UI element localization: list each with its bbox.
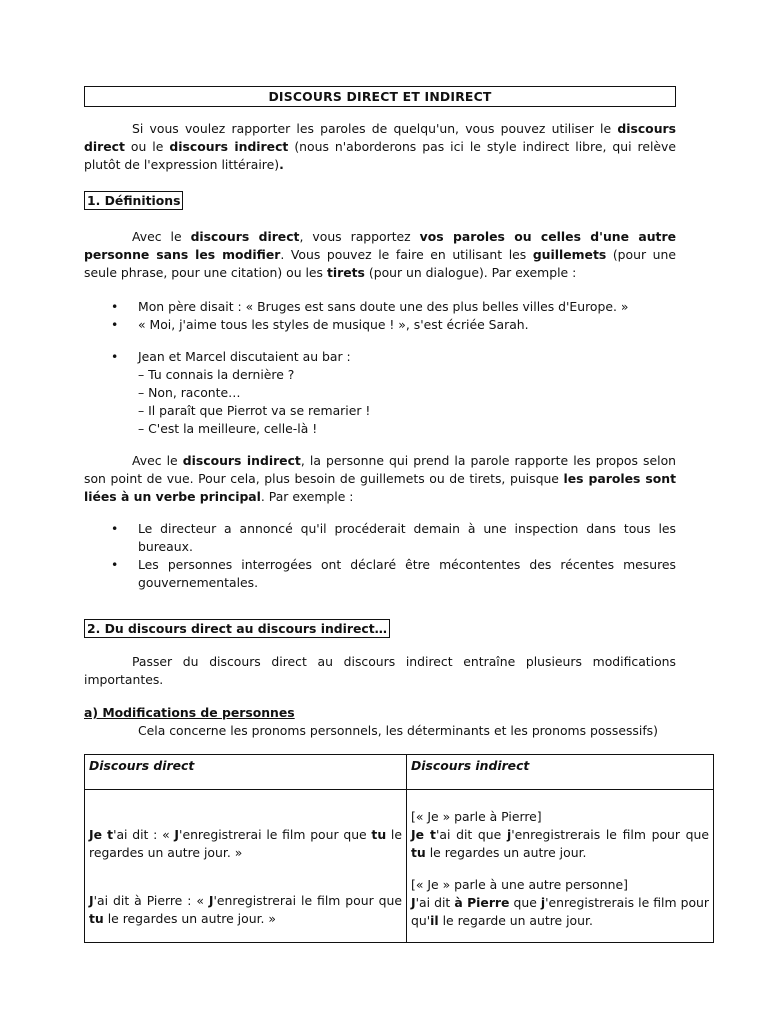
bold-text: Je t	[411, 827, 436, 842]
bullet-icon: •	[111, 317, 119, 332]
text: le regardes un autre jour.	[425, 845, 587, 860]
text: 'enregistrerai le film pour que	[213, 893, 402, 908]
bold-text: Je t	[89, 827, 114, 842]
table-header-indirect: Discours indirect	[407, 755, 714, 790]
text: 'ai dit	[415, 895, 455, 910]
direct-examples-list	[84, 298, 676, 334]
text: . Vous pouvez le faire en utilisant les	[280, 247, 533, 262]
definition-indirect-paragraph	[84, 452, 676, 506]
text: , vous rapportez	[299, 229, 420, 244]
table-cell-direct	[85, 790, 407, 943]
intro-bold-direct: discours direct	[84, 121, 676, 154]
bold-text: j	[506, 827, 512, 842]
dialog-line: – C'est la meilleure, celle-là !	[138, 421, 318, 436]
example-indirect-2	[411, 894, 709, 930]
subsection-a-heading: a) Modifications de personnes	[84, 705, 295, 720]
table-cell-indirect	[407, 790, 714, 943]
bullet-icon: •	[111, 521, 119, 536]
bold-text: discours indirect	[182, 453, 301, 468]
bold-text: tu	[89, 911, 104, 926]
document-title: DISCOURS DIRECT ET INDIRECT	[84, 86, 676, 107]
dialog-line: – Non, raconte…	[138, 385, 241, 400]
subsection-a-text: Cela concerne les pronoms personnels, les déterminants et les pronoms possessifs)	[138, 723, 658, 738]
bold-text: guillemets	[532, 247, 607, 262]
text: , la personne qui prend la parole rapporte les propos selon son point de vue. Pour cela, plus besoin de guillemets ou de tirets, puisque	[84, 453, 677, 486]
text: le regardes un autre jour. »	[89, 827, 402, 860]
list-item	[84, 316, 676, 334]
bold-text: j	[540, 895, 546, 910]
bold-text: les paroles sont liées à un verbe principal	[84, 471, 676, 504]
text: 'ai dit : «	[113, 827, 175, 842]
bold-text: J	[411, 895, 416, 910]
definition-direct-paragraph	[84, 228, 676, 282]
text: le regardes un autre jour. »	[103, 911, 276, 926]
text: 'ai dit que	[435, 827, 507, 842]
context-note: [« Je » parle à Pierre]	[411, 809, 542, 824]
text: Avec le	[132, 453, 183, 468]
intro-bold-period: .	[279, 157, 284, 172]
dialog-intro: Jean et Marcel discutaient au bar :	[138, 349, 351, 364]
bold-text: discours direct	[190, 229, 300, 244]
bold-text: il	[430, 913, 439, 928]
indirect-examples-list	[84, 520, 676, 592]
bold-text: tu	[371, 827, 387, 842]
bold-text: vos paroles ou celles d'une autre personne sans les modifier	[84, 229, 676, 262]
text: (pour une seule phrase, pour une citation) ou les	[84, 247, 676, 280]
list-item	[84, 298, 676, 316]
table-row	[85, 790, 714, 943]
intro-text: ou le	[124, 139, 170, 154]
bold-text: J	[174, 827, 180, 842]
comparison-table	[84, 754, 714, 943]
context-note: [« Je » parle à une autre personne]	[411, 877, 628, 892]
text: 'enregistrerais le film pour qu'	[411, 895, 709, 928]
bold-text: J	[89, 893, 94, 908]
dialog-example	[84, 348, 676, 366]
bold-text: tirets	[326, 265, 365, 280]
bold-text: J	[208, 893, 214, 908]
example-direct-1	[89, 826, 402, 862]
bullet-icon: •	[111, 557, 119, 572]
dialog-line: – Il paraît que Pierrot va se remarier !	[138, 403, 371, 418]
intro-paragraph	[84, 120, 676, 174]
example-indirect-1	[411, 826, 709, 862]
text: . Par exemple :	[260, 489, 354, 504]
intro-text: Si vous voulez rapporter les paroles de quelqu'un, vous pouvez utiliser le	[132, 121, 618, 136]
list-item-text: Le directeur a annoncé qu'il procéderait demain à une inspection dans tous les bureaux.	[138, 521, 676, 554]
table-header-row	[85, 755, 714, 790]
list-item	[84, 348, 676, 366]
list-item	[84, 556, 676, 592]
text: (pour un dialogue). Par exemple :	[364, 265, 577, 280]
text: 'enregistrerais le film pour que	[511, 827, 709, 842]
bullet-icon: •	[111, 349, 119, 364]
text: 'enregistrerai le film pour que	[179, 827, 372, 842]
intro-bold-indirect: discours indirect	[169, 139, 289, 154]
section-2-intro: Passer du discours direct au discours indirect entraîne plusieurs modifications importantes.	[84, 654, 676, 687]
list-item-text: « Moi, j'aime tous les styles de musique ! », s'est écriée Sarah.	[138, 317, 529, 332]
section-2-heading: 2. Du discours direct au discours indirect…	[84, 619, 390, 638]
table-header-direct: Discours direct	[85, 755, 407, 790]
text: Avec le	[132, 229, 191, 244]
text: le regarde un autre jour.	[438, 913, 593, 928]
intro-text: (nous n'aborderons pas ici le style indirect libre, qui relève plutôt de l'expression littéraire)	[84, 139, 676, 172]
list-item-text: Mon père disait : « Bruges est sans doute une des plus belles villes d'Europe. »	[138, 299, 629, 314]
list-item	[84, 520, 676, 556]
text: que	[509, 895, 541, 910]
list-item-text: Les personnes interrogées ont déclaré être mécontentes des récentes mesures gouvernementales.	[138, 557, 676, 590]
bullet-icon: •	[111, 299, 119, 314]
document-page	[84, 86, 709, 943]
dialog-line: – Tu connais la dernière ?	[138, 367, 295, 382]
text: 'ai dit à Pierre : «	[93, 893, 209, 908]
example-direct-2	[89, 892, 402, 928]
bold-text: tu	[411, 845, 426, 860]
section-1-heading: 1. Définitions	[84, 191, 183, 210]
bold-text: à Pierre	[454, 895, 510, 910]
